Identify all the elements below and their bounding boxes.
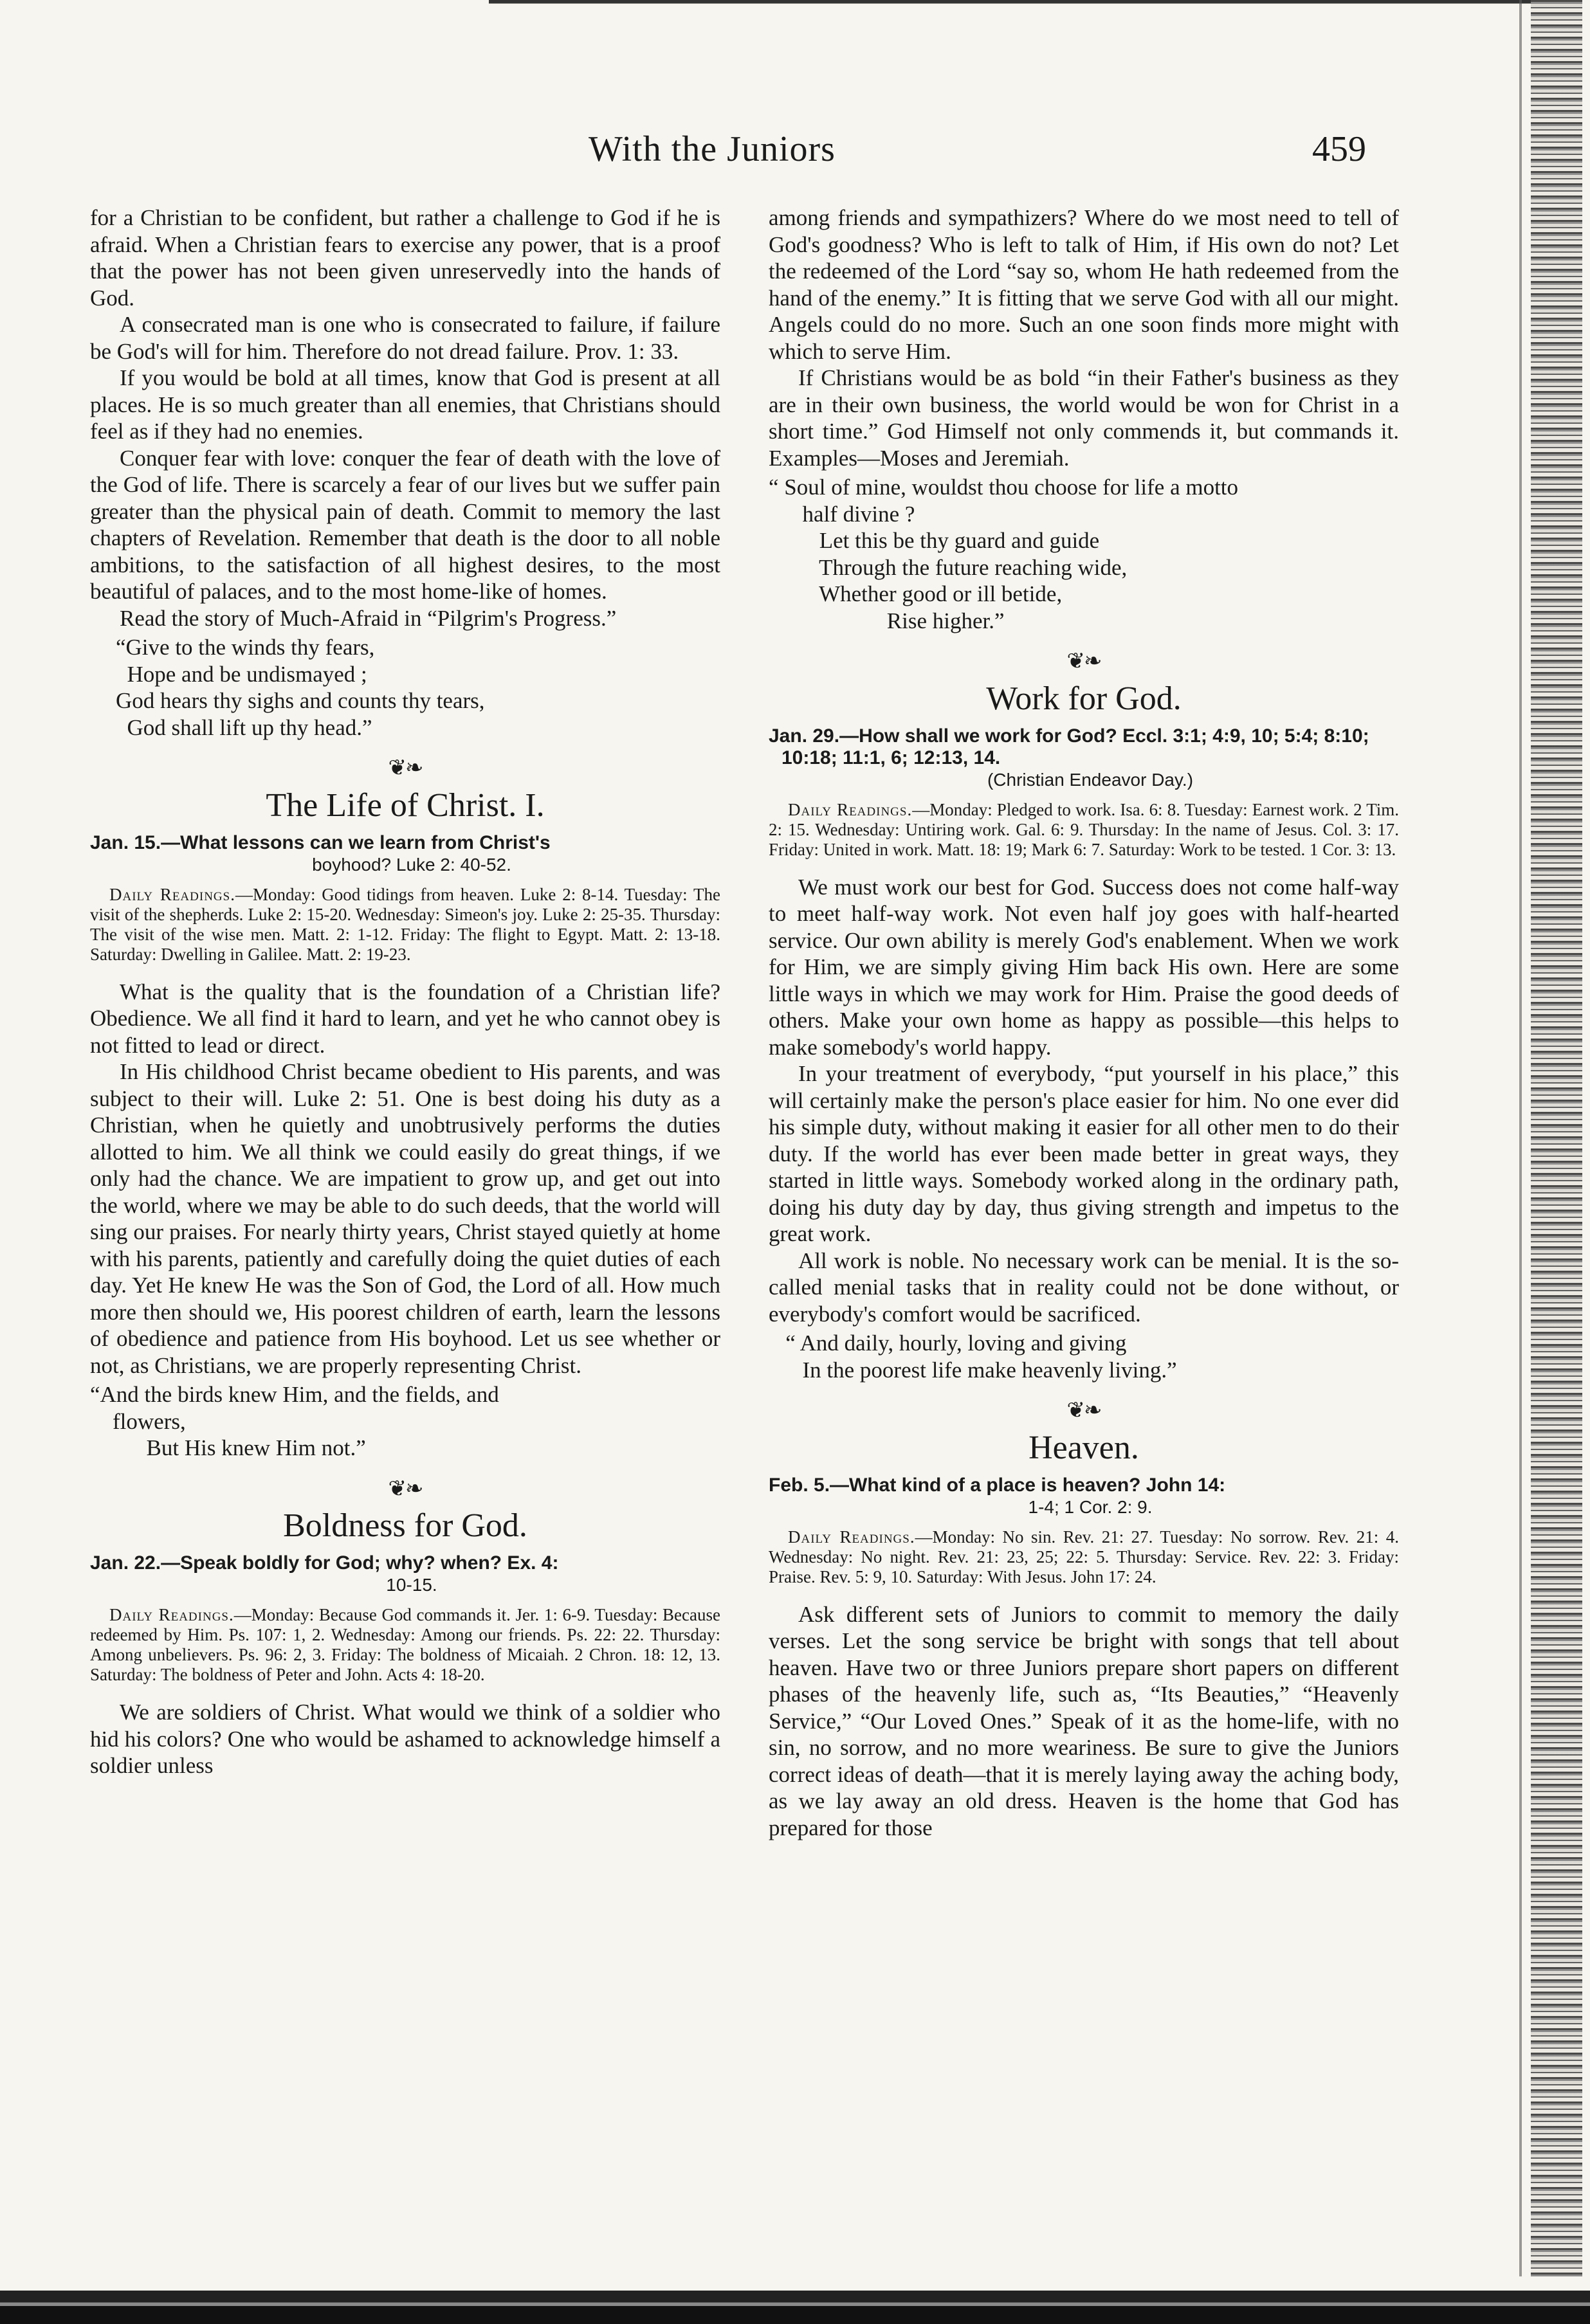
poem-verse <box>90 1381 720 1462</box>
section-title-boldness: Boldness for God. <box>283 1507 527 1544</box>
topic-text: Jan. 29.—How shall we work for God? Eccl. 3:1; 4:9, 10; 5:4; 8:10; 10:18; 11:1, 6; 12:13, 14. <box>769 725 1369 768</box>
poem-line: flowers, <box>90 1408 186 1434</box>
daily-readings <box>769 800 1399 860</box>
readings-label: Daily Readings. <box>109 884 235 904</box>
readings-text: —Monday: Pledged to work. Isa. 6: 8. Tuesday: Earnest work. 2 Tim. 2: 15. Wednesday: Untiring work. Gal. 6: 9. Thursday: In the name of Jesus. Col. 3: 17. Friday: United in work. Matt. 18: 19; Mark 6: 7. Saturday: Work to be tested. 1 Cor. 3: 13. <box>769 799 1399 859</box>
daily-readings <box>90 1605 720 1685</box>
daily-readings <box>769 1527 1399 1587</box>
poem-line: Through the future reaching wide, <box>769 554 1128 580</box>
page-edge-scan-artifact <box>1531 0 1582 2324</box>
ornament-icon: ❦❧ <box>1066 649 1101 673</box>
paragraph: Read the story of Much-Afraid in “Pilgrim's Progress.” <box>120 605 617 631</box>
poem-line: “And the birds knew Him, and the fields, and <box>90 1382 499 1407</box>
topic-subtext: (Christian Endeavor Day.) <box>987 769 1194 790</box>
topic-subtext: boyhood? Luke 2: 40-52. <box>312 854 511 875</box>
poem-line: Whether good or ill betide, <box>769 581 1063 606</box>
poem-line: In the poorest life make heavenly living.” <box>769 1357 1177 1383</box>
paragraph: We are soldiers of Christ. What would we think of a soldier who hid his colors? One who would be ashamed to acknowledge himself a soldier unless <box>90 1700 720 1778</box>
paragraph: among friends and sympathizers? Where do we most need to tell of God's goodness? Who is left to talk of Him, if His own do not? Let the redeemed of the Lord “say so, whom He hath redeemed from the hand of the enemy.” It is fitting that we serve God with all our might. Angels could do no more. Such an one soon finds more might with which to serve Him. <box>769 205 1399 364</box>
poem-line: Rise higher.” <box>769 608 1005 633</box>
top-rule <box>489 0 1531 9</box>
right-column <box>769 204 1399 1841</box>
paragraph: If Christians would be as bold “in their Father's business as they are in their own business, the world would be won for Christ in a short time.” God Himself not only commends it, but commands it. Examples—Moses and Jeremiah. <box>769 365 1399 471</box>
topic-subtext: 1-4; 1 Cor. 2: 9. <box>1028 1496 1153 1517</box>
topic-text: Feb. 5.—What kind of a place is heaven? John 14: <box>769 1474 1226 1496</box>
running-title: With the Juniors <box>589 129 836 169</box>
paragraph: In your treatment of everybody, “put yourself in his place,” this will certainly make the person's place easier for him. No one ever did his simple duty, without making it easier for all other men to do their duty. If the world has ever been made better in great ways, they started in little ways. Somebody worked along in the ordinary path, doing his duty day by day, thus giving strength and impetus to the great work. <box>769 1061 1399 1246</box>
poem-line: “Give to the winds thy fears, <box>116 635 375 660</box>
paragraph: Conquer fear with love: conquer the fear of death with the love of the God of life. There is scarcely a fear of our lives but we suffer pain greater than the physical pain of death. Commit to memory the last chapters of Revelation. Remember that death is the door to all noble ambitions, to the satisfaction of all highest desires, to the most beautiful of palaces, and to the most home-like of homes. <box>90 445 720 604</box>
section-title-heaven: Heaven. <box>1028 1429 1139 1466</box>
readings-label: Daily Readings. <box>109 1605 234 1624</box>
readings-label: Daily Readings. <box>788 1527 915 1547</box>
readings-text: —Monday: Because God commands it. Jer. 1: 6-9. Tuesday: Because redeemed by Him. Ps. 107: 1, 2. Wednesday: Among our friends. Ps. 22: 22. Thursday: Among unbelievers. Ps. 96: 2, 3. Friday: The boldness of Micaiah. 2 Chron. 18: 12, 13. Saturday: The boldness of Peter and John. Acts 4: 18-20. <box>90 1605 720 1684</box>
topic-line <box>90 832 720 876</box>
bottom-scan-border <box>0 2276 1590 2324</box>
poem-line: Let this be thy guard and guide <box>769 528 1100 553</box>
poem-verse <box>116 634 720 741</box>
topic-line <box>769 1475 1399 1518</box>
readings-text: —Monday: Good tidings from heaven. Luke 2: 8-14. Tuesday: The visit of the shepherds. Luke 2: 15-20. Wednesday: Simeon's joy. Luke 2: 25-35. Thursday: The visit of the wise men. Matt. 2: 1-12. Friday: The flight to Egypt. Matt. 2: 13-18. Saturday: Dwelling in Galilee. Matt. 2: 19-23. <box>90 884 720 964</box>
topic-line <box>90 1552 720 1596</box>
daily-readings <box>90 885 720 965</box>
ornament-icon: ❦❧ <box>388 756 423 780</box>
paragraph: All work is noble. No necessary work can be menial. It is the so-called menial tasks that in reality could not be done without, or everybody's comfort would be sacrificed. <box>769 1248 1399 1327</box>
binding-edge-line <box>1519 0 1522 2324</box>
poem-line: God shall lift up thy head.” <box>116 714 372 740</box>
topic-text: Jan. 15.—What lessons can we learn from Christ's <box>90 831 551 853</box>
topic-text: Jan. 22.—Speak boldly for God; why? when? Ex. 4: <box>90 1552 559 1574</box>
topic-subtext: 10-15. <box>386 1575 437 1595</box>
poem-line: “ Soul of mine, wouldst thou choose for life a motto <box>769 475 1239 500</box>
poem-line: half divine ? <box>769 501 915 527</box>
poem-line: Hope and be undismayed ; <box>116 661 367 687</box>
poem-line: But His knew Him not.” <box>90 1435 366 1460</box>
ornament-icon: ❦❧ <box>388 1476 423 1501</box>
paragraph: What is the quality that is the foundation of a Christian life? Obedience. We all find it hard to learn, and yet he who cannot obey is not fitted to lead or direct. <box>90 979 720 1058</box>
poem-verse <box>769 474 1399 634</box>
topic-line <box>769 725 1399 791</box>
readings-text: —Monday: No sin. Rev. 21: 27. Tuesday: No sorrow. Rev. 21: 4. Wednesday: No night. Rev. 21: 23, 25; 22: 5. Thursday: Service. Rev. 22: 3. Friday: Praise. Rev. 5: 9, 10. Saturday: With Jesus. John 17: 24. <box>769 1527 1399 1586</box>
paragraph: We must work our best for God. Success does not come half-way to meet half-way work. Not even half joy goes with half-hearted service. Our own ability is merely God's enablement. When we work for Him, we are simply giving Him back His own. Here are some little ways in which we may work for Him. Praise the good deeds of others. Make your own home as happy as possible—this helps to make somebody's world happy. <box>769 874 1399 1060</box>
paragraph: A consecrated man is one who is consecrated to failure, if failure be God's will for him. Therefore do not dread failure. Prov. 1: 33. <box>90 312 720 364</box>
section-title-life-of-christ: The Life of Christ. I. <box>266 786 545 824</box>
readings-label: Daily Readings. <box>788 799 913 819</box>
section-title-work-for-god: Work for God. <box>986 680 1182 717</box>
poem-line: God hears thy sighs and counts thy tears, <box>116 688 485 713</box>
poem-line: “ And daily, hourly, loving and giving <box>769 1330 1127 1356</box>
paragraph: In His childhood Christ became obedient to His parents, and was subject to their will. Luke 2: 51. One is best doing his duty as a Christian, when he quietly and unobtrusively performs the duties allotted to him. We all think we could easily do great things, if we only had the chance. We are impatient to grow up, and get out into the world, where we may be able to do such deeds, that the world will sing our praises. For nearly thirty years, Christ stayed quietly at home with his parents, patiently and carefully doing the quiet duties of each day. Yet He knew He was the Son of God, the Lord of all. How much more then should we, His poorest children of earth, learn the lessons of obedience and patience from His boyhood. Let us see whether or not, as Christians, we are properly representing Christ. <box>90 1059 720 1378</box>
page-number: 459 <box>1312 129 1366 169</box>
running-header <box>0 129 1415 180</box>
paragraph: If you would be bold at all times, know that God is present at all places. He is so much greater than all enemies, that Christians should feel as if they had no enemies. <box>90 365 720 444</box>
poem-verse <box>769 1330 1399 1383</box>
paragraph: Ask different sets of Juniors to commit to memory the daily verses. Let the song service be bright with songs that tell about heaven. Have two or three Juniors prepare short papers on different phases of the heavenly life, such as, “Its Beauties,” “Heavenly Service,” “Our Loved Ones.” Speak of it as the home-life, with no sin, no sorrow, and no more weariness. Be sure to give the Juniors correct ideas of death—that it is merely laying away the aching body, as we lay away an old dress. Heaven is the home that God has prepared for those <box>769 1601 1399 1840</box>
ornament-icon: ❦❧ <box>1066 1399 1101 1422</box>
left-column <box>90 204 720 1779</box>
paragraph: for a Christian to be confident, but rather a challenge to God if he is afraid. When a Christian fears to exercise any power, that is a proof that the power has not been given unreservedly into the hands of God. <box>90 205 720 311</box>
